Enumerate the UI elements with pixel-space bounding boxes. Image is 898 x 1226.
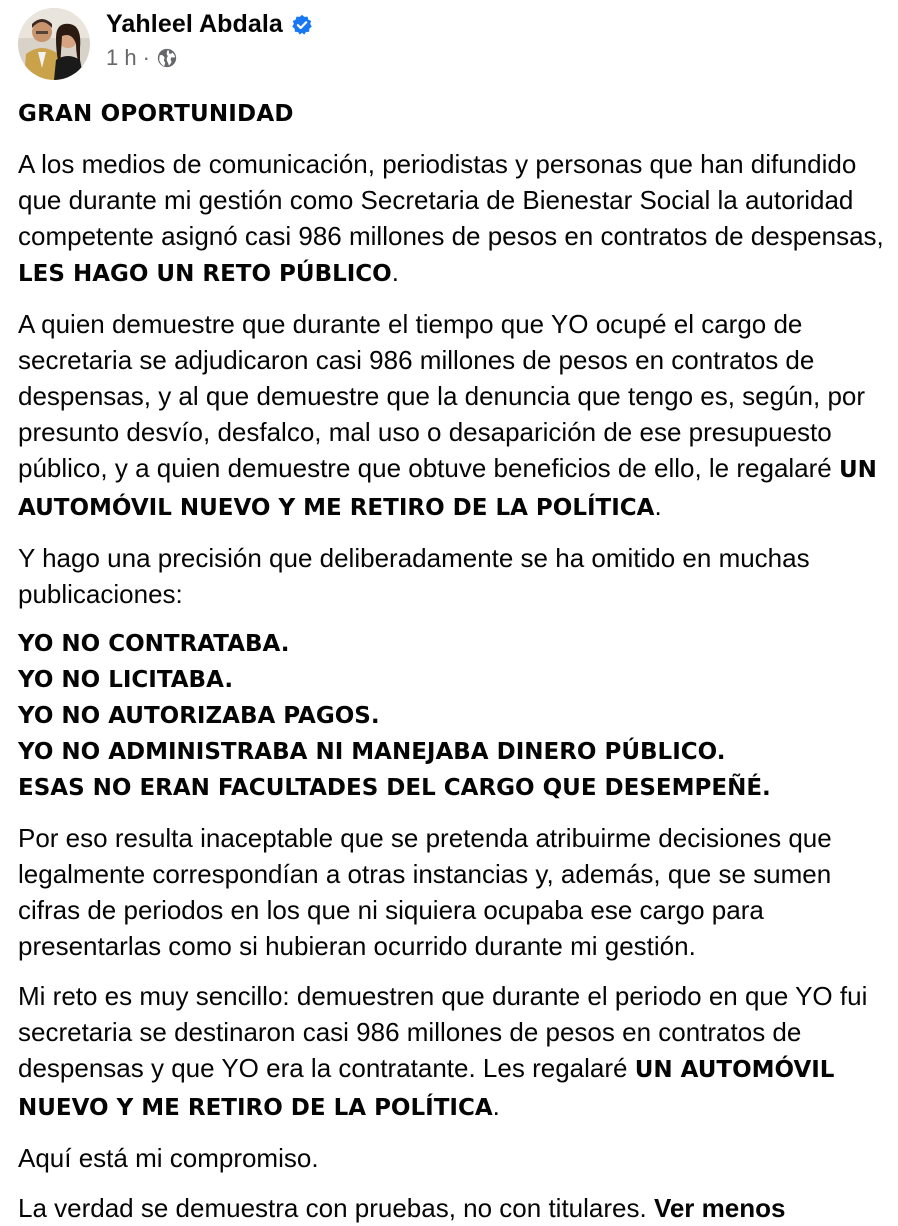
author-block <box>106 10 313 71</box>
paragraph-5-end: . <box>492 1091 500 1121</box>
post-header <box>18 8 313 80</box>
statement-list <box>18 626 888 806</box>
post-body <box>18 92 888 1226</box>
meta-separator: · <box>142 45 150 70</box>
paragraph-1-bold: LES HAGO UN RETO PÚBLICO <box>18 261 392 287</box>
avatar-photo <box>18 8 90 80</box>
paragraph-4: Por eso resulta inaceptable que se pretenda atribuirme decisiones que legalmente correspondían a otras instancias y, además, que se sumen cifras de periodos en los que ni siquiera ocupaba ese cargo para presentarlas como si hubieran ocurrido durante mi gestión. <box>18 823 832 961</box>
paragraph-2-text: A quien demuestre que durante el tiempo que YO ocupé el cargo de secretaria se adjudicaron casi 986 millones de pesos en contratos de despensas, y al que demuestre que la denuncia que tengo es, según, por presunto desvío, desfalco, mal uso o desaparición de ese presupuesto público, y a quien demuestre que obtuve beneficios de ello, le regalaré <box>18 309 866 483</box>
paragraph-7 <box>18 1190 888 1226</box>
author-row <box>106 10 313 39</box>
statement-item: YO NO AUTORIZABA PAGOS. <box>18 703 380 729</box>
post-timestamp[interactable]: 1 h <box>106 45 137 70</box>
paragraph-5 <box>18 978 888 1126</box>
avatar[interactable] <box>18 8 90 80</box>
paragraph-5-text: Mi reto es muy sencillo: demuestren que durante el periodo en que YO fui secretaria se destinaron casi 986 millones de pesos en contratos de despensas y que YO era la contratante. Les regalaré <box>18 981 868 1083</box>
see-less-link[interactable]: Ver menos <box>653 1193 786 1223</box>
paragraph-1-text: A los medios de comunicación, periodistas y personas que han difundido que durante mi gestión como Secretaria de Bienestar Social la autoridad competente asignó casi 986 millones de pesos en contratos de despensas, <box>18 149 884 251</box>
verified-badge-icon <box>291 14 313 36</box>
post-meta <box>106 45 313 71</box>
paragraph-7-text: La verdad se demuestra con pruebas, no con titulares. <box>18 1193 654 1223</box>
statement-item: YO NO ADMINISTRABA NI MANEJABA DINERO PÚBLICO. <box>18 739 726 765</box>
paragraph-2-bold: UN AUTOMÓVIL NUEVO Y ME RETIRO DE LA POLÍTICA <box>18 457 877 521</box>
paragraph-1 <box>18 146 888 292</box>
statement-item: ESAS NO ERAN FACULTADES DEL CARGO QUE DESEMPEÑÉ. <box>18 775 771 801</box>
paragraph-5-bold: UN AUTOMÓVIL NUEVO Y ME RETIRO DE LA POLÍTICA <box>18 1057 835 1121</box>
paragraph-6: Aquí está mi compromiso. <box>18 1143 319 1173</box>
author-name[interactable]: Yahleel Abdala <box>106 10 283 38</box>
statement-item: YO NO LICITABA. <box>18 667 234 693</box>
post-title: GRAN OPORTUNIDAD <box>18 101 294 127</box>
globe-icon[interactable] <box>156 47 178 69</box>
paragraph-2-end: . <box>654 491 662 521</box>
paragraph-2 <box>18 306 888 526</box>
paragraph-1-end: . <box>391 257 399 287</box>
paragraph-3: Y hago una precisión que deliberadamente se ha omitido en muchas publicaciones: <box>18 543 810 609</box>
statement-item: YO NO CONTRATABA. <box>18 631 290 657</box>
